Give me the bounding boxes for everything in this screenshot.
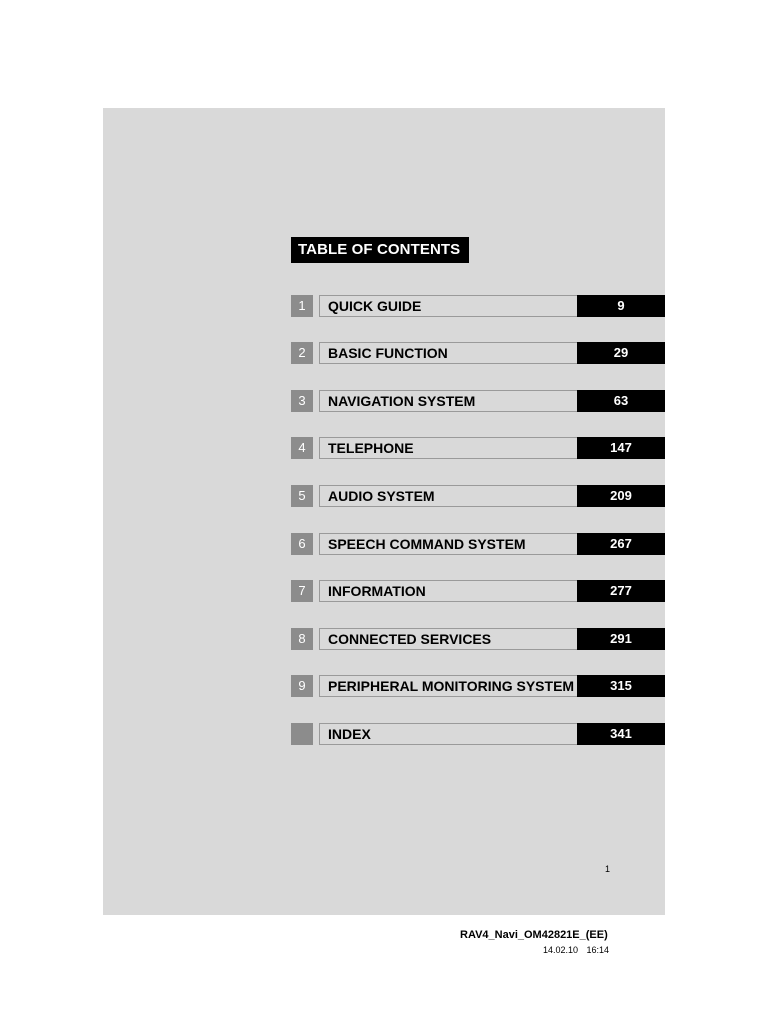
toc-entry-page: 209 xyxy=(577,485,665,507)
toc-entry-label[interactable]: PERIPHERAL MONITORING SYSTEM xyxy=(328,678,575,694)
toc-entry-page: 9 xyxy=(577,295,665,317)
toc-entry-number xyxy=(291,723,313,745)
toc-entry-page: 267 xyxy=(577,533,665,555)
toc-entry-number: 6 xyxy=(291,533,313,555)
toc-entry-label-box xyxy=(319,437,578,459)
manual-page xyxy=(103,108,665,915)
toc-entry-number: 3 xyxy=(291,390,313,412)
toc-entry-label[interactable]: INDEX xyxy=(328,726,371,742)
toc-entry-number: 2 xyxy=(291,342,313,364)
toc-entry-page: 315 xyxy=(577,675,665,697)
toc-entry-label-box xyxy=(319,675,578,697)
toc-entry-page: 63 xyxy=(577,390,665,412)
toc-entry-number: 4 xyxy=(291,437,313,459)
toc-entry-label[interactable]: QUICK GUIDE xyxy=(328,298,422,314)
toc-entry-connected-services[interactable] xyxy=(291,628,665,650)
toc-entry-number: 1 xyxy=(291,295,313,317)
toc-entry-number: 9 xyxy=(291,675,313,697)
footer-date-time: 14.02.10 16:14 xyxy=(543,945,610,955)
toc-entry-label-box xyxy=(319,580,578,602)
toc-entry-number: 8 xyxy=(291,628,313,650)
toc-entry-speech-command-system[interactable] xyxy=(291,533,665,555)
toc-entry-label-box xyxy=(319,342,578,364)
toc-entry-number: 5 xyxy=(291,485,313,507)
toc-entry-information[interactable] xyxy=(291,580,665,602)
toc-entry-label[interactable]: NAVIGATION SYSTEM xyxy=(328,393,476,409)
toc-entry-audio-system[interactable] xyxy=(291,485,665,507)
page-number: 1 xyxy=(605,864,611,874)
toc-entry-label[interactable]: INFORMATION xyxy=(328,583,426,599)
toc-title: TABLE OF CONTENTS xyxy=(291,237,469,263)
toc-entry-navigation-system[interactable] xyxy=(291,390,665,412)
toc-entry-number: 7 xyxy=(291,580,313,602)
toc-entry-label[interactable]: BASIC FUNCTION xyxy=(328,345,448,361)
toc-entry-quick-guide[interactable] xyxy=(291,295,665,317)
toc-entry-peripheral-monitoring-system[interactable] xyxy=(291,675,665,697)
footer-document-id: RAV4_Navi_OM42821E_(EE) xyxy=(460,929,608,941)
toc-entry-page: 147 xyxy=(577,437,665,459)
toc-entry-label-box xyxy=(319,723,578,745)
toc-entry-basic-function[interactable] xyxy=(291,342,665,364)
toc-entry-label[interactable]: CONNECTED SERVICES xyxy=(328,631,492,647)
toc-entry-page: 277 xyxy=(577,580,665,602)
toc-entry-label[interactable]: SPEECH COMMAND SYSTEM xyxy=(328,536,526,552)
toc-entry-label-box xyxy=(319,390,578,412)
toc-entry-page: 341 xyxy=(577,723,665,745)
toc-entry-page: 291 xyxy=(577,628,665,650)
toc-entry-label-box xyxy=(319,533,578,555)
toc-entry-label-box xyxy=(319,485,578,507)
toc-entry-index[interactable] xyxy=(291,723,665,745)
toc-entry-telephone[interactable] xyxy=(291,437,665,459)
toc-entry-label[interactable]: AUDIO SYSTEM xyxy=(328,488,435,504)
toc-entry-page: 29 xyxy=(577,342,665,364)
toc-entry-label-box xyxy=(319,628,578,650)
toc-entry-label-box xyxy=(319,295,578,317)
toc-entry-label[interactable]: TELEPHONE xyxy=(328,440,414,456)
